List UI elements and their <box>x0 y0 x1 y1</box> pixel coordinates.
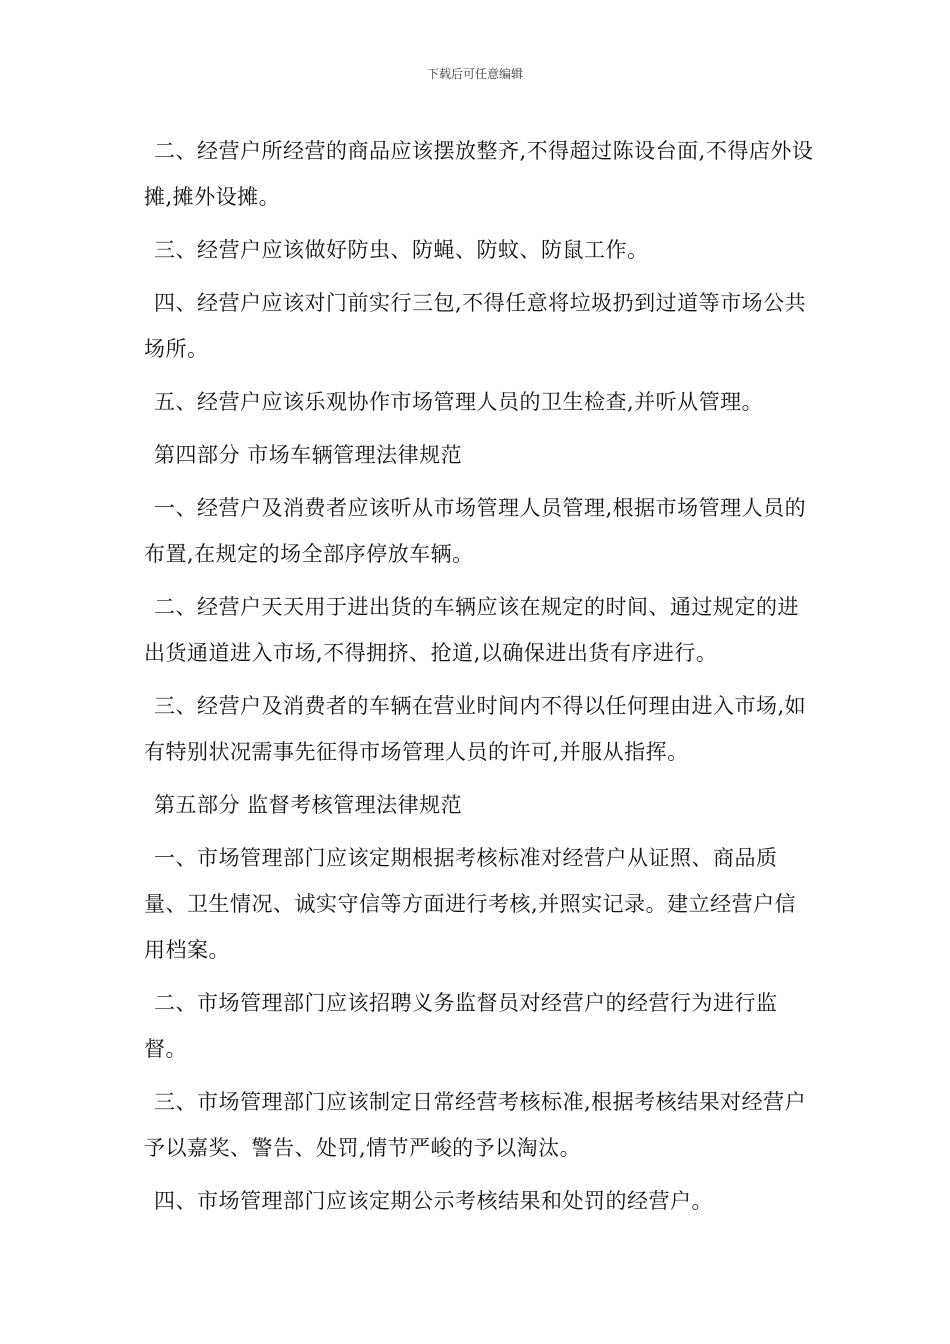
paragraph: 五、经营户应该乐观协作市场管理人员的卫生检查,并听从管理。 <box>154 390 764 414</box>
section-heading: 第四部分 市场车辆管理法律规范 <box>154 443 463 467</box>
paragraph: 三、市场管理部门应该制定日常经营考核标准,根据考核结果对经营户予以嘉奖、警告、处罚,情节严峻的予以淘汰。 <box>144 1090 807 1160</box>
paragraph: 四、市场管理部门应该定期公示考核结果和处罚的经营户。 <box>154 1189 713 1213</box>
paragraph: 二、经营户所经营的商品应该摆放整齐,不得超过陈设台面,不得店外设摊,摊外设摊。 <box>144 139 814 209</box>
paragraph: 三、经营户应该做好防虫、防蝇、防蚊、防鼠工作。 <box>154 238 649 262</box>
paragraph: 一、经营户及消费者应该听从市场管理人员管理,根据市场管理人员的布置,在规定的场全部序停放车辆。 <box>144 496 807 566</box>
page-header: 下载后可任意编辑 <box>426 67 523 81</box>
paragraph: 一、市场管理部门应该定期根据考核标准对经营户从证照、商品质量、卫生情况、诚实守信等方面进行考核,并照实记录。建立经营户信用档案。 <box>144 846 797 962</box>
document-body <box>144 128 816 1231</box>
paragraph: 四、经营户应该对门前实行三包,不得任意将垃圾扔到过道等市场公共场所。 <box>144 291 807 361</box>
paragraph: 二、市场管理部门应该招聘义务监督员对经营户的经营行为进行监督。 <box>144 991 778 1061</box>
paragraph: 三、经营户及消费者的车辆在营业时间内不得以任何理由进入市场,如有特别状况需事先征得市场管理人员的许可,并服从指挥。 <box>144 694 807 764</box>
section-heading: 第五部分 监督考核管理法律规范 <box>154 793 463 817</box>
paragraph: 二、经营户天天用于进出货的车辆应该在规定的时间、通过规定的进出货通道进入市场,不得拥挤、抢道,以确保进出货有序进行。 <box>144 595 799 665</box>
